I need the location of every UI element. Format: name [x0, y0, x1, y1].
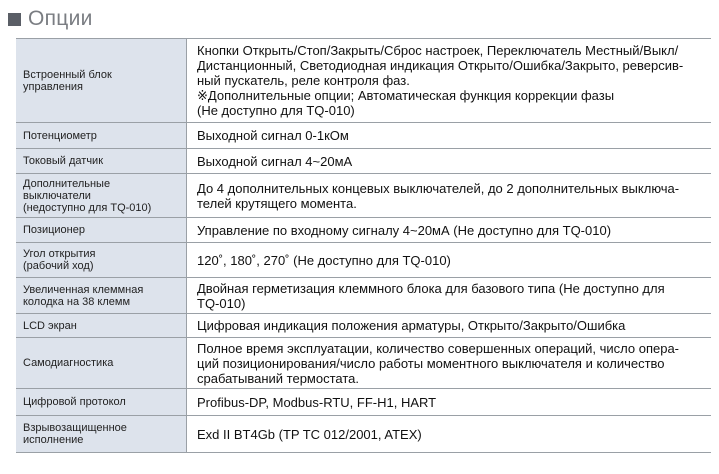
table-row — [16, 174, 711, 218]
options-table — [16, 38, 711, 453]
row-label: Дополнительные выключатели (недоступно для TQ-010) — [16, 174, 187, 217]
table-row — [16, 243, 711, 278]
section-header — [8, 6, 93, 32]
row-label: Самодиагностика — [16, 338, 187, 388]
row-label: Позиционер — [16, 218, 187, 242]
row-value: Выходной сигнал 4~20мА — [197, 153, 353, 169]
row-value: До 4 дополнительных концевых выключателей, до 2 дополнительных выключа- телей крутящего момента. — [197, 180, 680, 211]
row-value: Profibus-DP, Modbus-RTU, FF-H1, HART — [197, 394, 437, 410]
row-label: Потенциометр — [16, 123, 187, 148]
row-label: Угол открытия (рабочий ход) — [16, 243, 187, 277]
table-row — [16, 338, 711, 389]
row-value: Цифровая индикация положения арматуры, Открыто/Закрыто/Ошибка — [197, 318, 626, 333]
table-row — [16, 278, 711, 314]
table-row — [16, 389, 711, 416]
table-row — [16, 416, 711, 453]
row-label: Токовый датчик — [16, 149, 187, 173]
table-row — [16, 39, 711, 123]
section-title: Опции — [28, 7, 93, 30]
row-value: 120˚, 180˚, 270˚ (Не доступно для TQ-010) — [197, 252, 451, 268]
square-bullet-icon — [8, 13, 21, 26]
row-value: Exd II BT4Gb (TP TC 012/2001, ATEX) — [197, 426, 422, 442]
row-value: Двойная герметизация клеммного блока для базового типа (Не доступно для TQ-010) — [197, 280, 665, 311]
row-label: Встроенный блок управления — [16, 39, 187, 122]
row-value: Кнопки Открыть/Стоп/Закрыть/Сброс настроек, Переключатель Местный/Выкл/ Дистанционный, Светодиодная индикация Открыто/Ошибка/Закрыто, реверсив- ный пускатель, реле контроля фаз. ※Дополнительные опции; Автоматическая функция коррекции фазы (Не доступно для TQ-010) — [197, 43, 684, 118]
table-row — [16, 314, 711, 338]
row-label: Цифровой протокол — [16, 389, 187, 415]
row-label: Увеличенная клеммная колодка на 38 клемм — [16, 278, 187, 313]
table-row — [16, 218, 711, 243]
row-label: LCD экран — [16, 314, 187, 337]
table-row — [16, 123, 711, 149]
table-row — [16, 149, 711, 174]
row-value: Выходной сигнал 0-1кОм — [197, 128, 349, 143]
row-value: Полное время эксплуатации, количество совершенных операций, число опера- ций позиционирования/число работы моментного выключателя и количество срабатываний термостата. — [197, 340, 680, 386]
row-value: Управление по входному сигналу 4~20мА (Не доступно для TQ-010) — [197, 222, 612, 238]
row-label: Взрывозащищенное исполнение — [16, 416, 187, 452]
